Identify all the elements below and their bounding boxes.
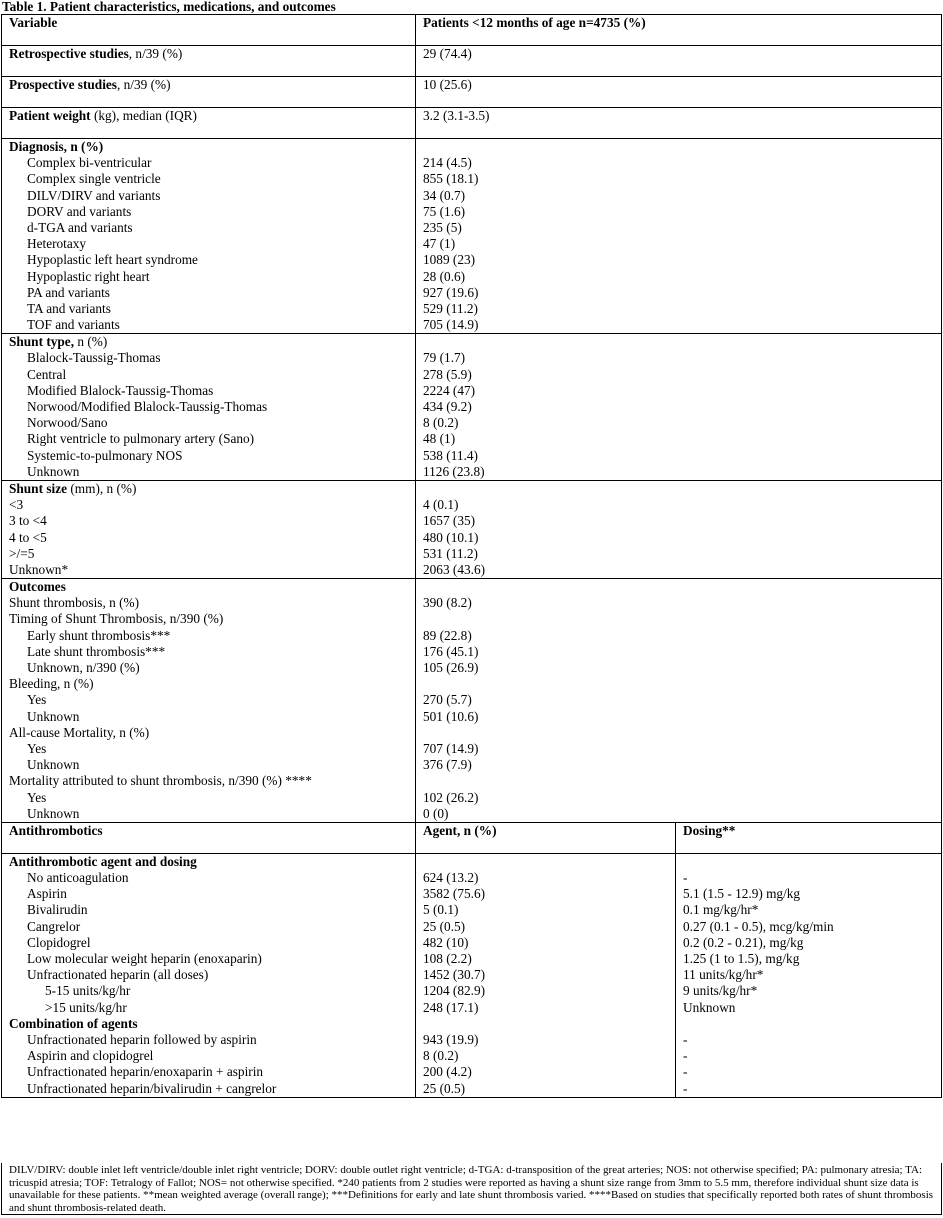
agents-row [2,853,942,1097]
outcome-item-label: Timing of Shunt Thrombosis, n/390 (%) [9,611,224,627]
outcome-item-label: Early shunt thrombosis*** [27,627,171,643]
diagnosis-item-label: Hypoplastic left heart syndrome [27,252,198,268]
shunt-size-item-label: 4 to <5 [9,529,47,545]
shunt-type-item-value: 48 (1) [423,431,456,447]
shunt-type-values [416,334,942,481]
diagnosis-item-label: Complex bi-ventricular [27,155,152,171]
agents-dosing [676,853,942,1097]
outcome-item-value: 390 (8.2) [423,595,472,611]
outcome-item-label: Yes [27,692,47,708]
agent-header: Agent, n (%) [416,822,676,853]
combo-item-dosing: - [683,1031,688,1047]
diagnosis-item-label: d-TGA and variants [27,219,133,235]
outcome-item-label: Unknown [27,757,80,773]
shunt-type-labels [2,334,416,481]
agent-item-dosing: 9 units/kg/hr* [683,983,758,999]
prospective-value: 10 (25.6) [416,77,942,108]
agent-item-dosing: 0.2 (0.2 - 0.21), mg/kg [683,934,804,950]
shunt-type-item-value: 8 (0.2) [423,415,459,431]
combo-item-value: 8 (0.2) [423,1048,459,1064]
combo-item-value: 25 (0.5) [423,1080,466,1096]
outcome-item-value: 376 (7.9) [423,757,472,773]
shunt-size-item-label: <3 [9,497,24,513]
footnote: DILV/DIRV: double inlet left ventricle/double inlet right ventricle; DORV: double outlet right ventricle; d-TGA: d-transposition of the great arteries; NOS: not otherwise specified; PA: pulmonary atresia; TA: tricuspid atresia; TOF: Tetralogy of Fallot; NOS= not otherwise specified. *240 patients from 2 studies were reported as having a shunt size range from 3mm to 5.5 mm, therefore individual shunt size data is unavailable for these patients. **mean weighted average (overall range); ***Definitions for early and late shunt thrombosis varied. ****Based on studies that specifically reported both rates of shunt thrombosis and shunt thrombosis-related death. [1,1163,942,1215]
agent-item-value: 108 (2.2) [423,951,472,966]
agent-item-label: Bivalirudin [27,902,88,918]
diagnosis-item-label: TA and variants [27,300,111,316]
outcome-item-value [423,611,935,627]
shunt-size-item-value: 531 (11.2) [423,545,478,561]
shunt-size-item-label: Unknown* [9,561,69,577]
agent-item-dosing: 1.25 (1 to 1.5), mg/kg [683,951,800,966]
retrospective-label: Retrospective studies, n/39 (%) [2,46,416,77]
diagnosis-row [2,139,942,334]
shunt-type-item-label: Right ventricle to pulmonary artery (Sano) [27,431,255,447]
outcome-item-value: 0 (0) [423,805,449,821]
combo-item-dosing: - [683,1048,688,1064]
outcome-item-value [423,773,935,789]
combo-item-label: Unfractionated heparin followed by aspirin [27,1031,257,1047]
agent-item-value: 482 (10) [423,934,469,950]
diagnosis-item-label: DILV/DIRV and variants [27,187,161,203]
diagnosis-item-value: 855 (18.1) [423,171,479,187]
outcome-item-value: 270 (5.7) [423,692,472,708]
diagnosis-item-value: 28 (0.6) [423,268,466,284]
shunt-type-item-label: Modified Blalock-Taussig-Thomas [27,382,214,398]
outcome-item-label: Yes [27,740,47,756]
agent-item-label: Clopidogrel [27,934,91,950]
header-variable: Variable [2,15,416,46]
antithrombotics-header-row [2,822,942,853]
shunt-size-labels [2,480,416,578]
combo-item-dosing: - [683,1064,688,1080]
weight-label: Patient weight (kg), median (IQR) [2,108,416,139]
agent-item-value: 25 (0.5) [423,918,466,934]
agent-item-value: 5 (0.1) [423,902,459,918]
shunt-size-item-label: >/=5 [9,545,35,561]
diagnosis-item-label: DORV and variants [27,203,132,219]
outcomes-heading: Outcomes [9,579,66,595]
agent-item-dosing: 0.27 (0.1 - 0.5), mcg/kg/min [683,918,834,934]
outcomes-values [416,579,942,823]
agent-item-dosing: 5.1 (1.5 - 12.9) mg/kg [683,886,801,902]
prospective-row [2,77,942,108]
outcome-item-value [423,725,935,741]
dosing-header: Dosing** [676,822,942,853]
diagnosis-item-value: 1089 (23) [423,252,476,268]
diagnosis-heading: Diagnosis, n (%) [9,139,104,154]
diagnosis-item-label: Complex single ventricle [27,171,161,187]
shunt-type-item-value: 79 (1.7) [423,350,466,366]
shunt-type-item-value: 278 (5.9) [423,366,472,382]
antithrombotics-header: Antithrombotics [2,822,416,853]
outcome-item-label: Unknown, n/390 (%) [27,660,140,675]
outcome-item-label: Mortality attributed to shunt thrombosis, n/390 (%) **** [9,773,312,789]
outcome-item-value: 89 (22.8) [423,627,472,643]
diagnosis-item-label: TOF and variants [27,317,120,333]
agent-item-value: 3582 (75.6) [423,886,486,902]
diagnosis-item-label: PA and variants [27,284,110,300]
agents-labels [2,853,416,1097]
outcome-item-label: Bleeding, n (%) [9,676,94,692]
agent-item-value: 248 (17.1) [423,999,479,1015]
header-patients: Patients <12 months of age n=4735 (%) [416,15,942,46]
shunt-type-item-value: 1126 (23.8) [423,463,485,479]
outcomes-row [2,579,942,823]
diagnosis-item-value: 75 (1.6) [423,203,466,219]
agent-item-label: Low molecular weight heparin (enoxaparin) [27,951,262,966]
diagnosis-item-value: 34 (0.7) [423,187,466,203]
agent-item-dosing: - [683,870,688,886]
shunt-type-heading: Shunt type, n (%) [9,334,108,350]
shunt-size-item-value: 480 (10.1) [423,529,479,545]
shunt-size-item-label: 3 to <4 [9,513,47,529]
combo-item-dosing: - [683,1080,688,1096]
diagnosis-item-value: 214 (4.5) [423,155,472,171]
shunt-type-item-label: Systemic-to-pulmonary NOS [27,447,183,463]
agent-item-value: 1204 (82.9) [423,983,486,999]
shunt-type-item-label: Blalock-Taussig-Thomas [27,350,161,366]
diagnosis-item-label: Hypoplastic right heart [27,268,150,284]
diagnosis-values [416,139,942,334]
combo-heading: Combination of agents [9,1015,138,1031]
combo-item-value: 943 (19.9) [423,1031,479,1047]
agent-item-label: No anticoagulation [27,870,129,886]
outcome-item-label: Late shunt thrombosis*** [27,643,166,659]
outcome-item-value: 707 (14.9) [423,740,479,756]
shunt-size-values [416,480,942,578]
outcome-item-value [423,676,935,692]
outcome-item-label: All-cause Mortality, n (%) [9,724,150,740]
header-row [2,15,942,46]
diagnosis-labels [2,139,416,334]
shunt-type-item-label: Norwood/Sano [27,415,108,431]
outcome-item-value: 102 (26.2) [423,789,479,805]
weight-row [2,108,942,139]
diagnosis-item-value: 235 (5) [423,219,462,235]
combo-item-label: Aspirin and clopidogrel [27,1048,154,1064]
shunt-size-heading: Shunt size (mm), n (%) [9,480,137,496]
outcome-item-label: Unknown [27,708,80,724]
agent-item-dosing: 0.1 mg/kg/hr* [683,902,759,918]
retrospective-row [2,46,942,77]
combo-item-label: Unfractionated heparin/bivalirudin + cangrelor [27,1080,277,1096]
outcome-item-label: Unknown [27,805,80,821]
shunt-type-item-value: 434 (9.2) [423,399,472,414]
shunt-size-item-value: 4 (0.1) [423,497,459,513]
outcomes-labels [2,579,416,823]
combo-item-value: 200 (4.2) [423,1064,472,1080]
agent-item-label: Aspirin [27,886,67,902]
diagnosis-item-value: 529 (11.2) [423,300,478,316]
agents-values [416,853,676,1097]
retrospective-value: 29 (74.4) [416,46,942,77]
shunt-type-item-label: Central [27,366,67,382]
shunt-type-item-value: 538 (11.4) [423,447,478,463]
diagnosis-item-value: 47 (1) [423,236,456,252]
agent-item-value: 1452 (30.7) [423,967,486,983]
agent-item-label: Unfractionated heparin (all doses) [27,967,209,983]
shunt-type-row [2,334,942,481]
agent-item-label: Cangrelor [27,918,81,934]
combo-item-label: Unfractionated heparin/enoxaparin + aspirin [27,1064,264,1080]
shunt-type-item-value: 2224 (47) [423,382,476,398]
outcome-item-label: Shunt thrombosis, n (%) [9,595,140,611]
patient-table [1,14,942,1098]
prospective-label: Prospective studies, n/39 (%) [2,77,416,108]
diagnosis-item-value: 927 (19.6) [423,284,479,300]
shunt-size-item-value: 1657 (35) [423,513,476,529]
outcome-item-label: Yes [27,789,47,805]
agents-heading: Antithrombotic agent and dosing [9,853,197,869]
outcome-item-value: 176 (45.1) [423,643,479,659]
shunt-type-item-label: Unknown [27,463,80,479]
agent-item-label: >15 units/kg/hr [45,999,127,1015]
agent-item-dosing: 11 units/kg/hr* [683,967,764,983]
agent-item-dosing: Unknown [683,999,736,1015]
shunt-type-item-label: Norwood/Modified Blalock-Taussig-Thomas [27,399,268,414]
diagnosis-item-value: 705 (14.9) [423,317,479,333]
outcome-item-value: 105 (26.9) [423,660,479,675]
table-title: Table 1. Patient characteristics, medications, and outcomes [2,0,336,14]
shunt-size-item-value: 2063 (43.6) [423,561,486,577]
agent-item-value: 624 (13.2) [423,870,479,886]
diagnosis-item-label: Heterotaxy [27,236,87,252]
outcome-item-value: 501 (10.6) [423,708,479,724]
weight-value: 3.2 (3.1-3.5) [416,108,942,139]
agent-item-label: 5-15 units/kg/hr [45,983,131,999]
shunt-size-row [2,480,942,578]
